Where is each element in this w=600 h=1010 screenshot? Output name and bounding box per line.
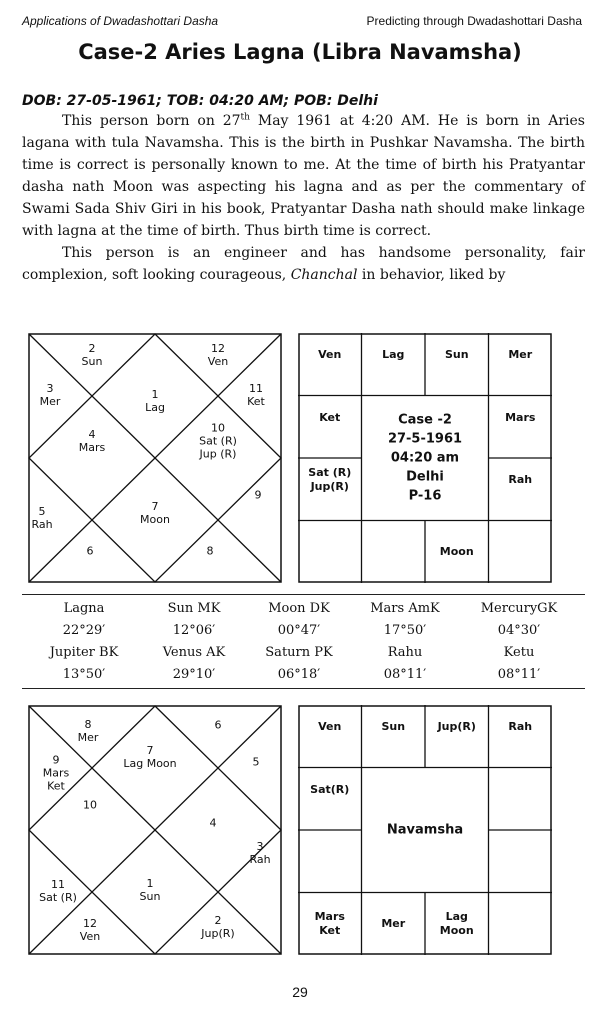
south-indian-rasi-chart xyxy=(298,333,552,583)
planet-degree: 04°30′ xyxy=(497,623,541,638)
sign-cell-0-3: Rah xyxy=(508,720,533,733)
house-3-label: 3 Mer xyxy=(39,382,61,408)
planet-degree: 13°50′ xyxy=(62,667,106,682)
house-3-label: 3 Rah xyxy=(249,840,271,866)
p1-sup: th xyxy=(240,112,250,123)
planet-degrees-row-1 xyxy=(22,601,585,645)
sign-cell-1-0: Sat(R) xyxy=(310,782,350,796)
paragraph-2 xyxy=(22,242,585,286)
planet-name: Sun MK xyxy=(167,601,221,616)
planet-name: Jupiter BK xyxy=(49,645,119,660)
p1-text-a: This person born on 27 xyxy=(62,113,241,129)
house-5-label: 5 Rah xyxy=(31,505,53,531)
house-7-label: 7 Moon xyxy=(140,500,170,526)
birth-details: DOB: 27-05-1961; TOB: 04:20 AM; POB: Delhi xyxy=(22,93,378,109)
planet-degree: 06°18′ xyxy=(277,667,321,682)
planet-degree: 08°11′ xyxy=(383,667,427,682)
sign-cell-2-3: Rah xyxy=(508,473,533,486)
sign-cell-1-3: Mars xyxy=(505,410,536,424)
house-4-label: 4 Mars xyxy=(78,428,106,454)
planet-name: Rahu xyxy=(387,645,423,660)
planet-name: Saturn PK xyxy=(265,645,333,660)
sign-cell-3-0: Mars Ket xyxy=(314,909,345,937)
house-11-label: 11 Sat (R) xyxy=(39,878,77,904)
house-1-label: 1 Lag xyxy=(145,388,165,414)
sign-cell-0-2: Sun xyxy=(444,348,469,361)
divider-bottom xyxy=(22,688,585,689)
case-title: Case-2 Aries Lagna (Libra Navamsha) xyxy=(78,40,522,64)
south-indian-navamsha-chart xyxy=(298,705,552,955)
running-header-left: Applications of Dwadashottari Dasha xyxy=(22,14,219,28)
planet-name: Moon DK xyxy=(268,601,330,616)
house-9-label: 9 xyxy=(254,488,262,502)
planet-degree: 00°47′ xyxy=(277,623,321,638)
sign-cell-3-2: Lag Moon xyxy=(439,909,474,937)
planet-name: MercuryGK xyxy=(480,601,558,616)
planet-degree: 17°50′ xyxy=(383,623,427,638)
planet-name: Lagna xyxy=(63,601,105,616)
planet-name: Venus AK xyxy=(162,645,226,660)
running-header-right: Predicting through Dwadashottari Dasha xyxy=(366,14,582,28)
house-2-label: 2 Sun xyxy=(81,342,103,368)
house-4-label: 4 xyxy=(209,816,217,830)
sign-cell-1-0: Ket xyxy=(319,410,341,424)
north-chart-lines xyxy=(28,333,282,583)
planet-name: Ketu xyxy=(503,645,535,660)
sign-cell-0-1: Sun xyxy=(381,720,406,733)
p2-text-b: in behavior, liked by xyxy=(357,267,506,283)
paragraph-1 xyxy=(22,110,585,242)
planet-degree: 08°11′ xyxy=(497,667,541,682)
house-5-label: 5 xyxy=(252,755,260,769)
body-text xyxy=(22,110,585,286)
sign-cell-0-0: Ven xyxy=(318,720,342,733)
page-number: 29 xyxy=(292,984,308,1000)
p2-text-a: This person is an engineer and has handsome personality, fair complexion, soft looking courageous, xyxy=(22,245,585,283)
planet-name: Mars AmK xyxy=(370,601,440,616)
house-10-label: 10 Sat (R) Jup (R) xyxy=(199,421,237,461)
sign-cell-0-1: Lag xyxy=(382,348,405,361)
planet-degree: 12°06′ xyxy=(172,623,216,638)
house-1-label: 1 Sun xyxy=(139,877,161,903)
sign-cell-2-0: Sat (R) Jup(R) xyxy=(308,466,352,493)
house-2-label: 2 Jup(R) xyxy=(201,914,235,940)
sign-cell-3-1: Mer xyxy=(381,916,406,930)
chart-center-label: Case -2 27-5-1961 04:20 am Delhi P-16 xyxy=(387,412,463,504)
divider-top xyxy=(22,594,585,595)
north-indian-navamsha-chart xyxy=(28,705,282,955)
sign-cell-0-2: Jup(R) xyxy=(437,720,476,733)
sign-cell-0-0: Ven xyxy=(318,348,342,361)
planet-degree: 29°10′ xyxy=(172,667,216,682)
house-10-label: 10 xyxy=(83,798,97,812)
house-12-label: 12 Ven xyxy=(207,342,229,368)
north-indian-rasi-chart xyxy=(28,333,282,583)
house-12-label: 12 Ven xyxy=(79,917,101,943)
p1-text-b: May 1961 at 4:20 AM. He is born in Aries lagana with tula Navamsha. This is the birth in Pushkar Navamsha. The birth time is correct is personally known to me. At the time of birth his Pratyantar dasha nath Moon was aspecting his lagna and as per the commentary of Swami Sada Shiv Giri in his book, Pratyantar Dasha nath should make linkage with lagna at the time of birth. Thus birth time is correct. xyxy=(22,113,585,239)
house-9-label: 9 Mars Ket xyxy=(42,753,70,793)
chart-center-label: Navamsha xyxy=(386,822,464,838)
p2-emphasis: Chanchal xyxy=(290,267,358,283)
sign-cell-3-2: Moon xyxy=(439,544,474,558)
north-chart-2-lines xyxy=(28,705,282,955)
house-8-label: 8 Mer xyxy=(77,718,99,744)
planet-degrees-row-2 xyxy=(22,645,585,689)
house-6-label: 6 xyxy=(86,544,94,558)
house-6-label: 6 xyxy=(214,718,222,732)
house-11-label: 11 Ket xyxy=(247,382,265,408)
house-8-label: 8 xyxy=(206,544,214,558)
planet-degree: 22°29′ xyxy=(62,623,106,638)
sign-cell-0-3: Mer xyxy=(508,348,533,361)
house-7-label: 7 Lag Moon xyxy=(123,744,177,770)
